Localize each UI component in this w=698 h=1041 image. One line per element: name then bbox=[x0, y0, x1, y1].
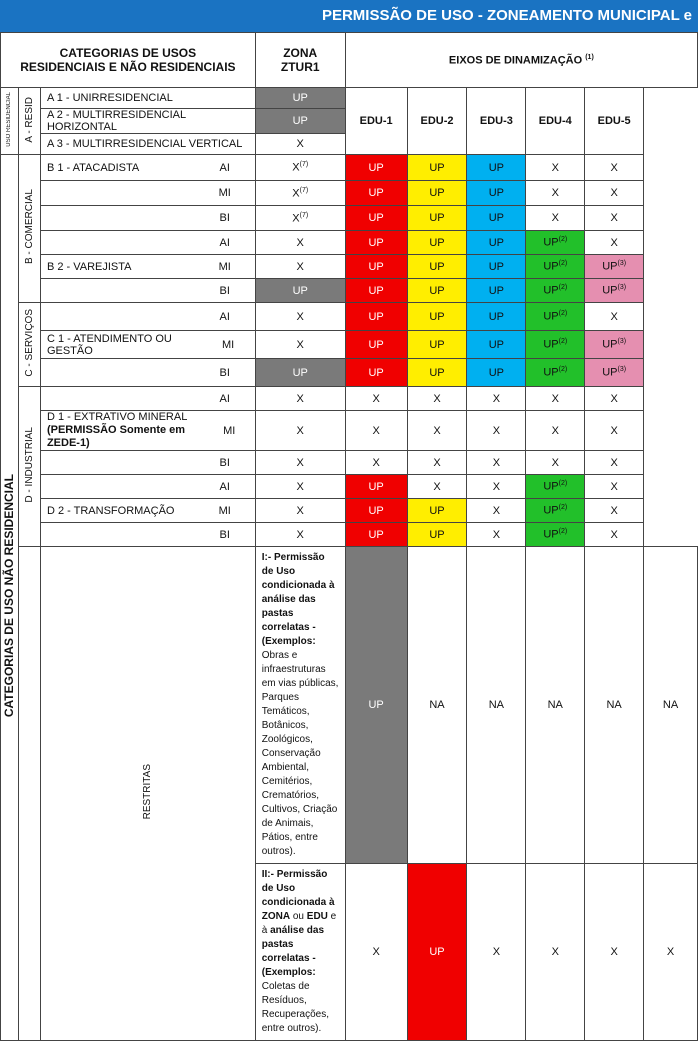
edu-cell: X bbox=[585, 523, 644, 547]
edu-cell: X bbox=[526, 206, 585, 231]
level-row bbox=[40, 523, 255, 547]
note-mark: (2) bbox=[558, 284, 568, 292]
restriction-2-text: Coletas de Resíduos, Recuperações, entre outros). bbox=[261, 981, 330, 1034]
edu-2-header: EDU-2 bbox=[407, 88, 467, 155]
edu-cell: UP bbox=[345, 231, 407, 255]
restriction-1-prefix: I:- Permissão de Uso condicionada à bbox=[261, 552, 335, 591]
edu-cell: UP bbox=[345, 523, 407, 547]
restriction-2-and: e à bbox=[261, 911, 337, 936]
edu-cell: X bbox=[467, 499, 526, 523]
use-d2: D 2 - TRANSFORMAÇÃO bbox=[46, 504, 175, 517]
table-row bbox=[1, 451, 698, 475]
edu-cell bbox=[526, 523, 585, 547]
edu-cell: X bbox=[585, 864, 644, 1041]
group-r bbox=[40, 547, 255, 1041]
up-mark: UP bbox=[602, 260, 618, 273]
table-header-row bbox=[1, 33, 698, 88]
up-mark: UP bbox=[602, 284, 618, 297]
x-mark: X bbox=[292, 161, 300, 174]
edu-cell: UP bbox=[467, 359, 526, 387]
group-c-label: C - SERVIÇOS bbox=[23, 309, 35, 377]
edu-cell: X bbox=[585, 231, 644, 255]
level-row bbox=[40, 206, 255, 231]
edu-cell: UP bbox=[407, 499, 467, 523]
level-bi: BI bbox=[219, 366, 230, 379]
zone-cell: X bbox=[255, 303, 345, 331]
edu-cell bbox=[526, 499, 585, 523]
edu-cell: X bbox=[467, 523, 526, 547]
note-mark: (2) bbox=[558, 310, 568, 318]
edu-cell: UP bbox=[407, 523, 467, 547]
level-bi: BI bbox=[219, 284, 230, 297]
edu-cell: X bbox=[585, 303, 644, 331]
table-row bbox=[1, 255, 698, 279]
restriction-note-2 bbox=[255, 864, 345, 1041]
edu-cell bbox=[585, 359, 644, 387]
edu-cell: UP bbox=[345, 181, 407, 206]
edu-cell: UP bbox=[407, 255, 467, 279]
use-b2: B 2 - VAREJISTA bbox=[46, 260, 132, 273]
edu-cell: X bbox=[467, 451, 526, 475]
categories-header bbox=[1, 33, 256, 88]
restriction-2-edu: EDU bbox=[306, 911, 328, 922]
side-non-residential-label: CATEGORIAS DE USO NÃO RESIDENCIAL bbox=[2, 474, 17, 718]
zone-cell bbox=[255, 181, 345, 206]
edu-cell: UP bbox=[345, 303, 407, 331]
edu-cell: UP bbox=[407, 206, 467, 231]
edu-cell: X bbox=[585, 451, 644, 475]
zone-cell: X bbox=[255, 451, 345, 475]
side-residential bbox=[1, 88, 19, 155]
edu-cell bbox=[585, 331, 644, 359]
zone-cell: UP bbox=[255, 109, 345, 134]
edu-cell: UP bbox=[407, 231, 467, 255]
level-ai: AI bbox=[219, 161, 230, 174]
edu-cell: UP bbox=[467, 303, 526, 331]
use-d1-label bbox=[40, 387, 255, 411]
edu-cell: UP bbox=[345, 279, 407, 303]
table-row bbox=[1, 475, 698, 499]
edu-cell: NA bbox=[644, 547, 698, 864]
x-mark: X bbox=[292, 212, 300, 225]
zone-cell: X bbox=[255, 331, 345, 359]
edu-cell: UP bbox=[467, 181, 526, 206]
edu-cell: UP bbox=[467, 206, 526, 231]
edu-cell: UP bbox=[345, 155, 407, 181]
permission-table-wrap bbox=[0, 32, 698, 1041]
edu-cell: UP bbox=[345, 499, 407, 523]
zone-cell: X bbox=[255, 523, 345, 547]
edu-cell: UP bbox=[467, 155, 526, 181]
up-mark: UP bbox=[543, 504, 559, 517]
use-a2: A 2 - MULTIRRESIDENCIAL HORIZONTAL bbox=[40, 109, 255, 134]
level-ai: AI bbox=[219, 310, 230, 323]
zone-cell bbox=[255, 206, 345, 231]
use-d1: D 1 - EXTRATIVO MINERAL bbox=[46, 411, 188, 423]
edu-cell: X bbox=[526, 451, 585, 475]
level-row bbox=[40, 181, 255, 206]
edu-cell bbox=[526, 359, 585, 387]
categories-header-line1: CATEGORIAS DE USOS bbox=[59, 46, 197, 60]
group-a-label: A - RESID bbox=[23, 96, 35, 143]
edu-cell: X bbox=[644, 864, 698, 1041]
edu-cell: X bbox=[345, 411, 407, 451]
level-mi: MI bbox=[221, 338, 235, 351]
note-mark: (2) bbox=[558, 338, 568, 346]
edu-cell: X bbox=[467, 864, 526, 1041]
note-mark: (2) bbox=[558, 504, 568, 512]
note-mark: (3) bbox=[617, 366, 627, 374]
edu-cell: X bbox=[585, 475, 644, 499]
edu-cell bbox=[585, 255, 644, 279]
group-a bbox=[18, 88, 40, 155]
note-mark: (7) bbox=[299, 186, 309, 194]
table-row bbox=[1, 499, 698, 523]
group-d-label: D - INDUSTRIAL bbox=[23, 427, 35, 503]
permission-table bbox=[0, 32, 698, 1041]
restriction-2-or: ou bbox=[290, 911, 307, 922]
edu-cell: NA bbox=[585, 547, 644, 864]
edu-cell: X bbox=[526, 181, 585, 206]
group-b bbox=[18, 155, 40, 303]
edu-cell: X bbox=[585, 181, 644, 206]
use-b2-label bbox=[40, 231, 255, 255]
level-bi: BI bbox=[219, 528, 230, 541]
edu-cell: X bbox=[467, 475, 526, 499]
group-restritas bbox=[18, 547, 40, 1041]
up-mark: UP bbox=[543, 260, 559, 273]
use-a1: A 1 - UNIRRESIDENCIAL bbox=[40, 88, 255, 109]
edu-cell: UP bbox=[345, 359, 407, 387]
level-ai: AI bbox=[219, 236, 230, 249]
edu-cell: X bbox=[526, 387, 585, 411]
use-b1: B 1 - ATACADISTA bbox=[46, 161, 140, 174]
edu-cell: UP bbox=[407, 155, 467, 181]
edu-cell: UP bbox=[467, 331, 526, 359]
edu-cell: X bbox=[467, 387, 526, 411]
note-mark: (3) bbox=[617, 284, 627, 292]
edu-cell: UP bbox=[407, 864, 467, 1041]
edu-cell: X bbox=[407, 411, 467, 451]
zone-cell: UP bbox=[255, 88, 345, 109]
level-ai: AI bbox=[219, 392, 230, 405]
side-non-residential bbox=[1, 155, 19, 1041]
edu-1-header: EDU-1 bbox=[345, 88, 407, 155]
zone-cell: UP bbox=[345, 547, 407, 864]
edu-cell: UP bbox=[345, 206, 407, 231]
level-bi: BI bbox=[219, 212, 230, 224]
up-mark: UP bbox=[602, 338, 618, 351]
table-row bbox=[1, 547, 698, 864]
restriction-2-bold: análise das pastas correlatas - (Exemplos: bbox=[261, 925, 325, 978]
up-mark: UP bbox=[543, 310, 559, 323]
edu-cell: X bbox=[585, 499, 644, 523]
note-mark: (7) bbox=[299, 211, 309, 219]
level-ai: AI bbox=[219, 480, 230, 493]
side-residential-label: USO RESIDENCIAL bbox=[6, 92, 13, 147]
restriction-1-text: Obras e infraestruturas em vias públicas, Parques Temáticos, Botânicos, Zoológicos, Conservação Ambiental, Cemitérios, Crematórios, Cultivos, Criação de Animais, Pátios, entre outros). bbox=[261, 650, 339, 857]
table-row bbox=[1, 279, 698, 303]
edu-cell bbox=[526, 331, 585, 359]
edu-cell: X bbox=[407, 451, 467, 475]
edu-cell: UP bbox=[467, 255, 526, 279]
edu-cell: X bbox=[467, 411, 526, 451]
level-row bbox=[40, 499, 255, 523]
use-b1-label bbox=[40, 155, 255, 181]
axes-header-note: (1) bbox=[585, 53, 594, 61]
edu-cell: NA bbox=[407, 547, 467, 864]
note-mark: (2) bbox=[558, 366, 568, 374]
zone-cell: X bbox=[255, 411, 345, 451]
edu-cell bbox=[526, 231, 585, 255]
page-banner: PERMISSÃO DE USO - ZONEAMENTO MUNICIPAL e bbox=[0, 0, 698, 32]
zone-cell: UP bbox=[255, 279, 345, 303]
table-row bbox=[1, 523, 698, 547]
level-bi: BI bbox=[219, 456, 230, 469]
edu-cell: UP bbox=[467, 279, 526, 303]
level-row bbox=[40, 279, 255, 303]
axes-header-label: EIXOS DE DINAMIZAÇÃO bbox=[448, 54, 583, 67]
note-mark: (2) bbox=[558, 236, 568, 244]
level-mi: MI bbox=[218, 187, 231, 199]
note-mark: (2) bbox=[558, 528, 568, 536]
up-mark: UP bbox=[543, 480, 559, 493]
edu-cell: UP bbox=[467, 231, 526, 255]
zone-header-line1: ZONA bbox=[283, 46, 318, 60]
table-row bbox=[1, 411, 698, 451]
table-row bbox=[1, 181, 698, 206]
edu-cell: UP bbox=[345, 475, 407, 499]
restriction-note-1 bbox=[255, 547, 345, 864]
level-row bbox=[40, 451, 255, 475]
zone-cell: X bbox=[255, 231, 345, 255]
up-mark: UP bbox=[543, 528, 559, 541]
edu-cell: X bbox=[585, 206, 644, 231]
table-row bbox=[1, 88, 698, 109]
table-row bbox=[1, 303, 698, 331]
edu-cell: X bbox=[407, 387, 467, 411]
zone-header-line2: ZTUR1 bbox=[280, 60, 320, 74]
edu-cell: UP bbox=[407, 279, 467, 303]
table-row bbox=[1, 331, 698, 359]
note-mark: (2) bbox=[558, 260, 568, 268]
edu-cell: UP bbox=[407, 331, 467, 359]
use-d2-label bbox=[40, 475, 255, 499]
edu-cell: UP bbox=[407, 181, 467, 206]
axes-header bbox=[345, 33, 697, 88]
edu-5-header: EDU-5 bbox=[585, 88, 644, 155]
group-b-label: B - COMERCIAL bbox=[23, 189, 35, 265]
group-d bbox=[18, 387, 40, 547]
edu-cell: NA bbox=[467, 547, 526, 864]
group-r-label: RESTRITAS bbox=[142, 764, 154, 820]
edu-cell: UP bbox=[407, 359, 467, 387]
level-row bbox=[40, 255, 255, 279]
restriction-2-prefix: II:- Permissão de Uso condicionada à bbox=[261, 869, 335, 908]
table-row bbox=[1, 155, 698, 181]
table-row bbox=[1, 359, 698, 387]
edu-cell bbox=[526, 475, 585, 499]
edu-3-header: EDU-3 bbox=[467, 88, 526, 155]
restriction-2-zone: ZONA bbox=[261, 911, 291, 922]
zone-cell bbox=[255, 155, 345, 181]
edu-cell: X bbox=[526, 155, 585, 181]
edu-cell: X bbox=[345, 387, 407, 411]
table-row bbox=[1, 206, 698, 231]
use-c1-label bbox=[40, 303, 255, 331]
note-mark: (2) bbox=[558, 480, 568, 488]
use-d1-restriction: (PERMISSÃO Somente em ZEDE-1) bbox=[46, 424, 186, 449]
zone-cell: X bbox=[255, 387, 345, 411]
x-mark: X bbox=[292, 187, 300, 200]
restriction-1-bold: análise das pastas correlatas - (Exemplos: bbox=[261, 594, 316, 647]
edu-cell: X bbox=[407, 475, 467, 499]
note-mark: (3) bbox=[617, 260, 627, 268]
level-mi: MI bbox=[218, 260, 231, 273]
edu-cell: X bbox=[526, 411, 585, 451]
zone-cell: X bbox=[255, 475, 345, 499]
zone-cell: X bbox=[255, 499, 345, 523]
group-c bbox=[18, 303, 40, 387]
up-mark: UP bbox=[543, 338, 559, 351]
up-mark: UP bbox=[602, 366, 618, 379]
zone-cell: X bbox=[255, 134, 345, 155]
edu-cell: X bbox=[585, 411, 644, 451]
edu-cell: UP bbox=[345, 331, 407, 359]
up-mark: UP bbox=[543, 284, 559, 297]
categories-header-line2: RESIDENCIAIS E NÃO RESIDENCIAIS bbox=[20, 60, 236, 74]
table-row bbox=[1, 387, 698, 411]
zone-cell: UP bbox=[255, 359, 345, 387]
use-c1: C 1 - ATENDIMENTO OU GESTÃO bbox=[46, 332, 172, 357]
up-mark: UP bbox=[543, 236, 559, 249]
table-row bbox=[1, 231, 698, 255]
edu-cell bbox=[526, 303, 585, 331]
edu-cell: X bbox=[345, 451, 407, 475]
edu-cell: UP bbox=[345, 255, 407, 279]
zone-header bbox=[255, 33, 345, 88]
edu-cell: NA bbox=[526, 547, 585, 864]
edu-cell bbox=[585, 279, 644, 303]
edu-cell: X bbox=[585, 155, 644, 181]
edu-cell: UP bbox=[407, 303, 467, 331]
level-mi: MI bbox=[223, 424, 236, 437]
level-row bbox=[40, 359, 255, 387]
level-row bbox=[40, 411, 255, 451]
zone-cell: X bbox=[255, 255, 345, 279]
use-a3: A 3 - MULTIRRESIDENCIAL VERTICAL bbox=[40, 134, 255, 155]
edu-cell: X bbox=[585, 387, 644, 411]
edu-cell bbox=[526, 255, 585, 279]
note-mark: (3) bbox=[617, 338, 627, 346]
note-mark: (7) bbox=[299, 161, 309, 169]
zone-cell: X bbox=[345, 864, 407, 1041]
edu-cell bbox=[526, 279, 585, 303]
edu-cell: X bbox=[526, 864, 585, 1041]
up-mark: UP bbox=[543, 366, 559, 379]
level-mi: MI bbox=[218, 504, 231, 517]
level-row bbox=[40, 331, 255, 359]
edu-4-header: EDU-4 bbox=[526, 88, 585, 155]
